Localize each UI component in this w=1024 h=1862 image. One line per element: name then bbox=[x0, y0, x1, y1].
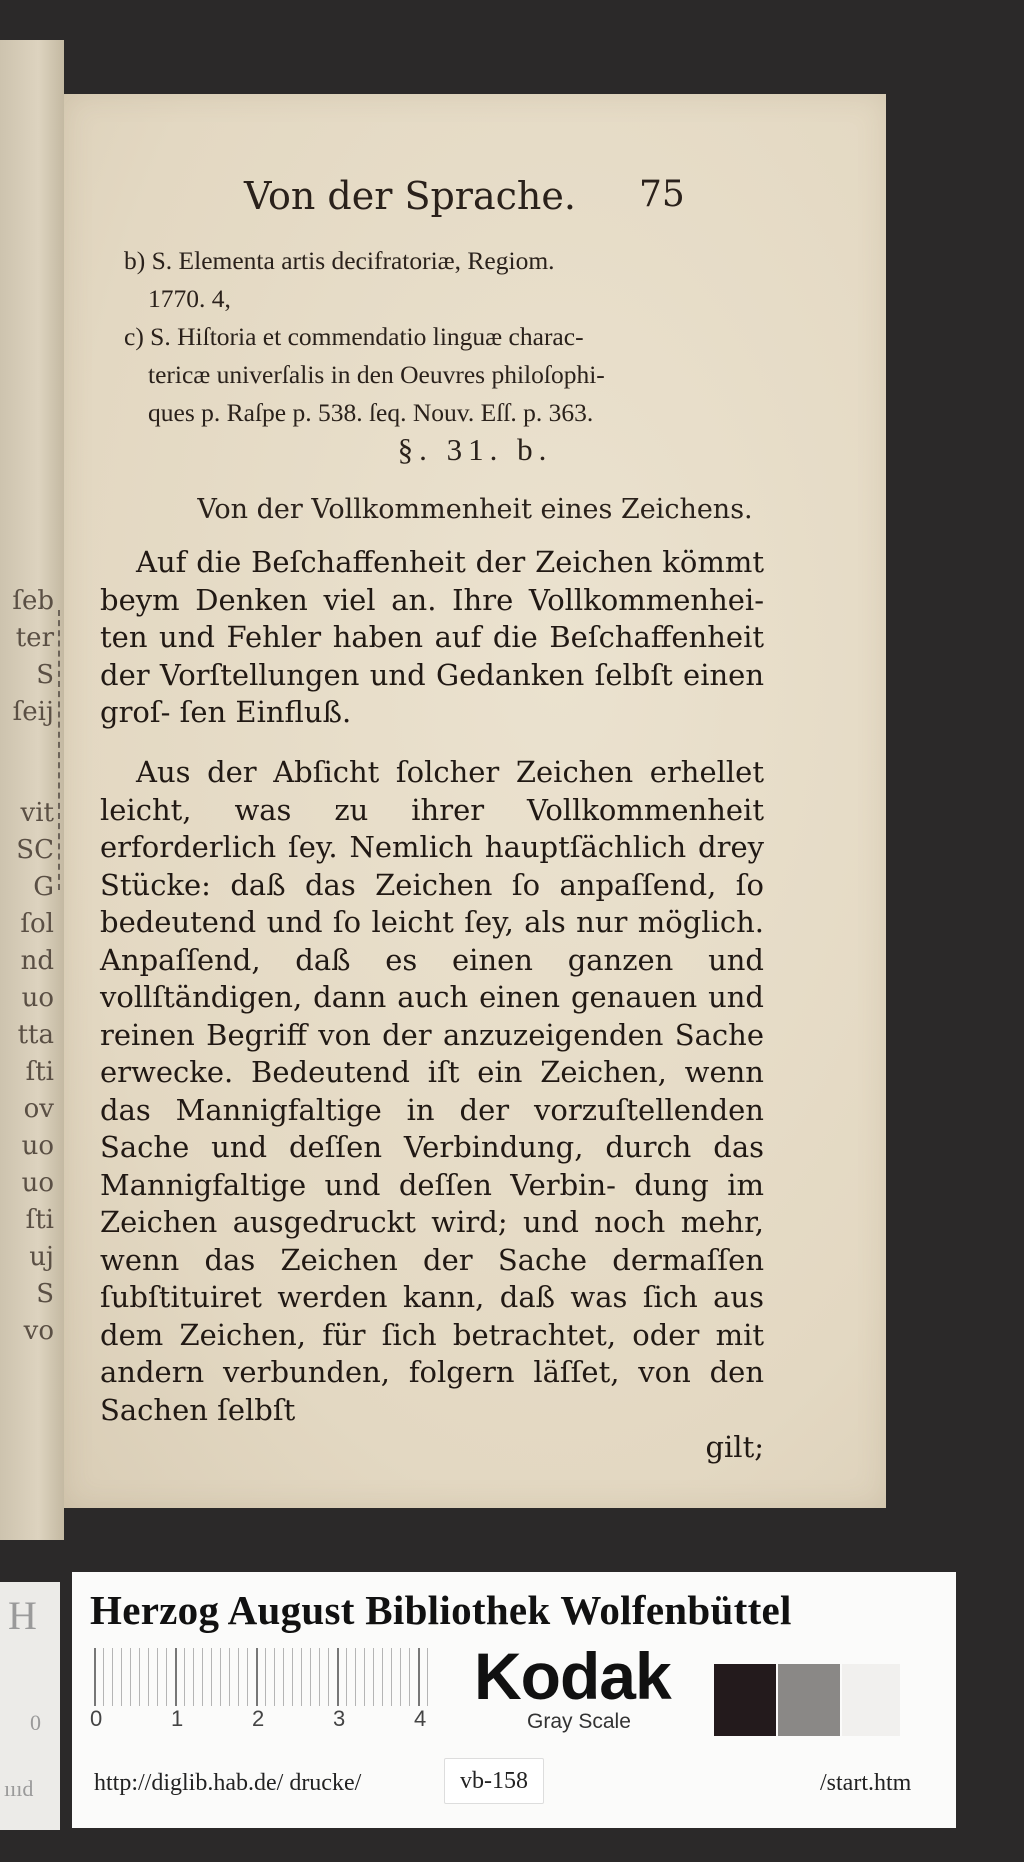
ruler-label: 2 bbox=[252, 1706, 265, 1731]
footnote-line: b) S. Elementa artis decifratoriæ, Regiom. bbox=[124, 246, 555, 275]
facing-page-fragment: tta bbox=[17, 1020, 54, 1050]
gray-scale-label: Gray Scale bbox=[527, 1710, 631, 1733]
ruler-label: 0 bbox=[90, 1706, 103, 1731]
footnote-line: tericæ univerſalis in den Oeuvres philoſophi- bbox=[148, 360, 605, 389]
facing-page-fragment: G bbox=[33, 872, 54, 902]
library-name: Herzog August Bibliothek Wolfenbüttel bbox=[90, 1587, 792, 1633]
facing-page-fragment: ſol bbox=[20, 909, 54, 939]
shelfmark: vb-158 bbox=[460, 1768, 528, 1794]
footnote-line: c) S. Hiſtoria et commendatio linguæ charac- bbox=[124, 322, 584, 351]
ruler-tick bbox=[94, 1648, 96, 1706]
facing-page-fragment: uo bbox=[21, 1131, 54, 1161]
gray-swatch-mid bbox=[778, 1664, 840, 1736]
url-right: /start.htm bbox=[820, 1770, 912, 1796]
facing-page-fragment: ter bbox=[15, 623, 54, 653]
footnote-line: ques p. Raſpe p. 538. ſeq. Nouv. Eſſ. p. 363. bbox=[148, 398, 594, 427]
facing-page-fragment: uj bbox=[29, 1242, 54, 1272]
url-left: http://diglib.hab.de/ drucke/ bbox=[94, 1770, 362, 1796]
card-edge-fragment: 0 bbox=[30, 1710, 41, 1735]
ruler-tick bbox=[256, 1648, 258, 1706]
margin-mark bbox=[58, 610, 63, 890]
facing-page-edge bbox=[0, 40, 64, 1540]
paragraph-text: Aus der Abſicht ſolcher Zeichen erhellet leicht, was zu ihrer Vollkommenheit erforderlich ſey. Nemlich hauptſächlich drey Stücke: daß das Zeichen ſo anpaſſend, ſo bedeutend und ſo leicht ſey, als nur möglich. Anpaſſend, daß es einen ganzen und vollſtändigen, dann auch einen genauen und reinen Begriff von der anzuzeigenden Sache erwecke. Bedeutend iſt ein Zeichen, wenn das Mannigfaltige in der vorzuſtellenden Sache und deſſen Verbindung, durch das Mannigfaltige und deſſen Verbin- dung im Zeichen ausgedruckt wird; und noch mehr, wenn das Zeichen der Sache dermaſſen ſubſtituiret werden kann, daß was ſich aus dem Zeichen, für ſich betrachtet, oder mit andern verbunden, folgern läſſet, von den Sachen ſelbſt bbox=[100, 755, 764, 1427]
facing-page-fragment: ov bbox=[23, 1094, 54, 1124]
facing-page-fragment: uo bbox=[21, 1168, 54, 1198]
gray-swatch-dark bbox=[714, 1664, 776, 1736]
section-number: §. 31. b. bbox=[397, 432, 553, 467]
section-title: Von der Vollkommenheit eines Zeichens. bbox=[197, 494, 753, 525]
color-card-edge bbox=[0, 1582, 60, 1830]
book-page bbox=[64, 94, 886, 1508]
facing-page-fragment: nd bbox=[20, 946, 54, 976]
facing-page-fragment: ſeb bbox=[12, 586, 54, 616]
ruler-tick bbox=[418, 1648, 420, 1706]
ruler-label: 3 bbox=[333, 1706, 346, 1731]
measurement-ruler bbox=[94, 1648, 434, 1706]
card-edge-fragment: ıııd bbox=[4, 1776, 34, 1801]
library-color-card bbox=[72, 1572, 956, 1828]
catchword: gilt; bbox=[705, 1430, 764, 1464]
facing-page-fragment: S bbox=[36, 1279, 54, 1309]
footnote-c bbox=[124, 318, 764, 432]
running-title: Von der Sprache. bbox=[244, 174, 576, 218]
paragraph-text: Auf die Beſchaffenheit der Zeichen kömmt beym Denken viel an. Ihre Vollkommenhei- ten und Fehler haben auf die Beſchaffenheit der Vorſtellungen und Gedanken ſelbſt einen groſ- ſen Einfluß. bbox=[100, 545, 764, 729]
page-number: 75 bbox=[639, 174, 685, 215]
card-edge-fragment: H bbox=[8, 1593, 37, 1638]
ruler-label: 4 bbox=[414, 1706, 427, 1731]
ruler-tick bbox=[175, 1648, 177, 1706]
shelfmark-box bbox=[444, 1758, 544, 1804]
footnote-b bbox=[124, 242, 764, 318]
facing-page-fragment: SC bbox=[16, 835, 54, 865]
facing-page-fragment: vo bbox=[23, 1316, 54, 1346]
gray-swatch-light bbox=[842, 1664, 900, 1736]
ruler-label: 1 bbox=[171, 1706, 184, 1731]
paragraph-1 bbox=[100, 544, 764, 732]
footnote-line: 1770. 4, bbox=[148, 284, 231, 313]
facing-page-fragment: ſeij bbox=[12, 697, 54, 727]
facing-page-fragment: ſti bbox=[25, 1057, 54, 1087]
facing-page-fragment: ſti bbox=[25, 1205, 54, 1235]
facing-page-fragment: vit bbox=[20, 798, 54, 828]
running-head bbox=[64, 174, 886, 234]
kodak-logo: Kodak bbox=[474, 1639, 671, 1713]
facing-page-fragment: S bbox=[36, 660, 54, 690]
ruler-tick bbox=[337, 1648, 339, 1706]
facing-page-fragment: uo bbox=[21, 983, 54, 1013]
paragraph-2 bbox=[100, 754, 764, 1467]
